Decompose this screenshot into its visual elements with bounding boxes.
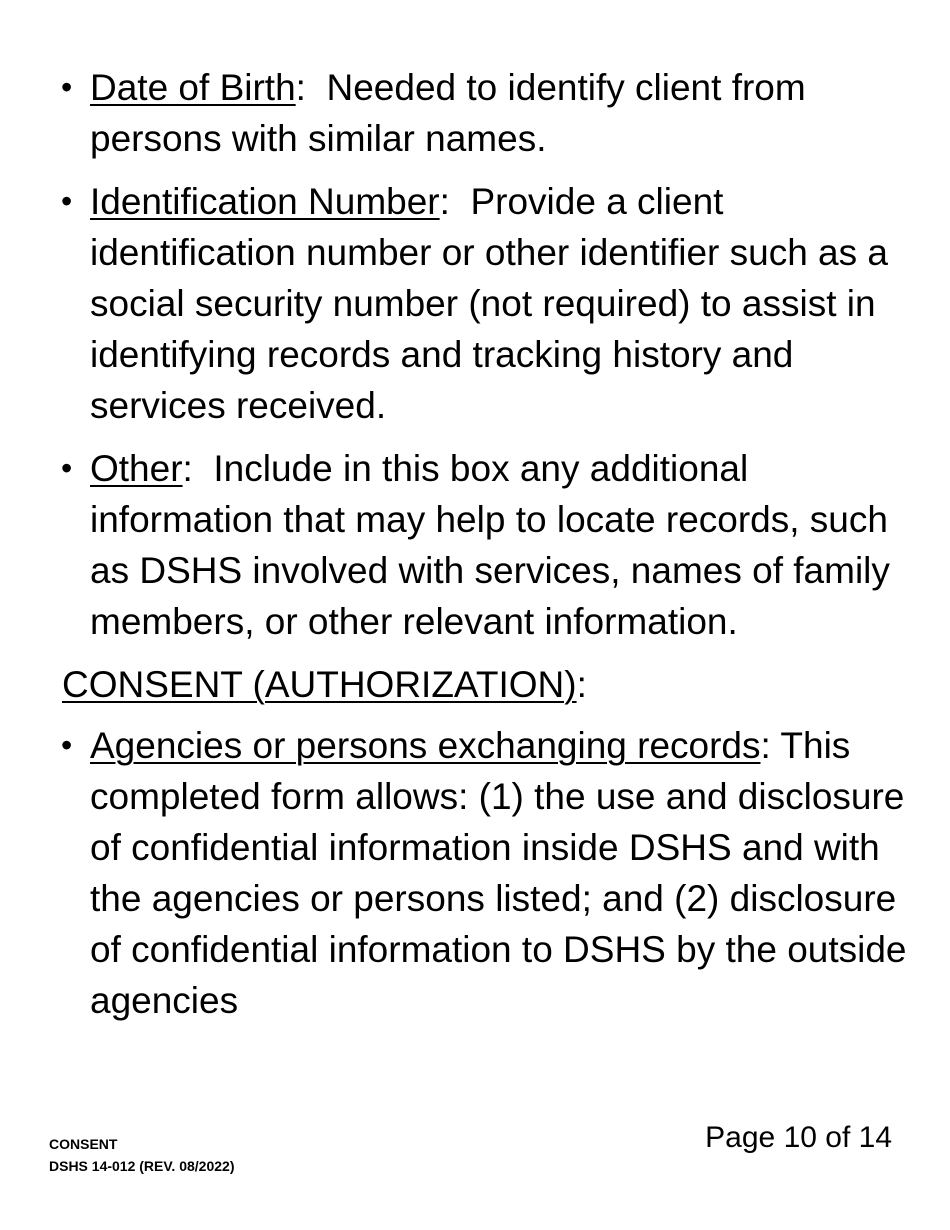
bullet-icon: • [61,69,73,105]
instruction-other [62,443,912,647]
page-number: Page 10 of 14 [705,1121,892,1154]
section-heading-label: CONSENT (AUTHORIZATION) [62,664,577,705]
instruction-text: Include in this box any additional information that may help to locate records, such as DSHS involved with services, names of family members, or other relevant information. [90,448,890,642]
section-heading-consent [62,659,912,710]
footer-form-info [49,1133,234,1177]
instruction-text: This completed form allows: (1) the use and disclosure of confidential information inside DSHS and with the agencies or persons listed; and (2) disclosure of confidential information to DSHS by the outside agencies [90,725,907,1021]
instruction-text: Needed to identify client from persons with similar names. [90,67,806,159]
instruction-date-of-birth [62,62,912,164]
field-label-date-of-birth: Date of Birth [90,67,296,108]
section-heading-suffix: : [576,664,587,705]
field-label-other: Other [90,448,183,489]
bullet-icon: • [61,183,73,219]
bullet-icon: • [61,450,73,486]
bullet-icon: • [61,727,73,763]
label-separator: : [439,181,471,222]
field-label-identification-number: Identification Number [90,181,440,222]
instruction-identification-number [62,176,912,431]
footer-form-number: DSHS 14-012 (REV. 08/2022) [49,1158,235,1174]
label-separator: : [295,67,327,108]
footer-form-title: CONSENT [49,1136,118,1152]
label-separator: : [760,725,781,766]
field-label-agencies-or-persons: Agencies or persons exchanging records [90,725,761,766]
label-separator: : [182,448,214,489]
instruction-agencies-or-persons [62,720,912,1026]
instruction-text: Provide a client identification number or other identifier such as a social security number (not required) to assist in identifying records and tracking history and services received. [90,181,888,426]
instructions-content [62,62,912,1038]
